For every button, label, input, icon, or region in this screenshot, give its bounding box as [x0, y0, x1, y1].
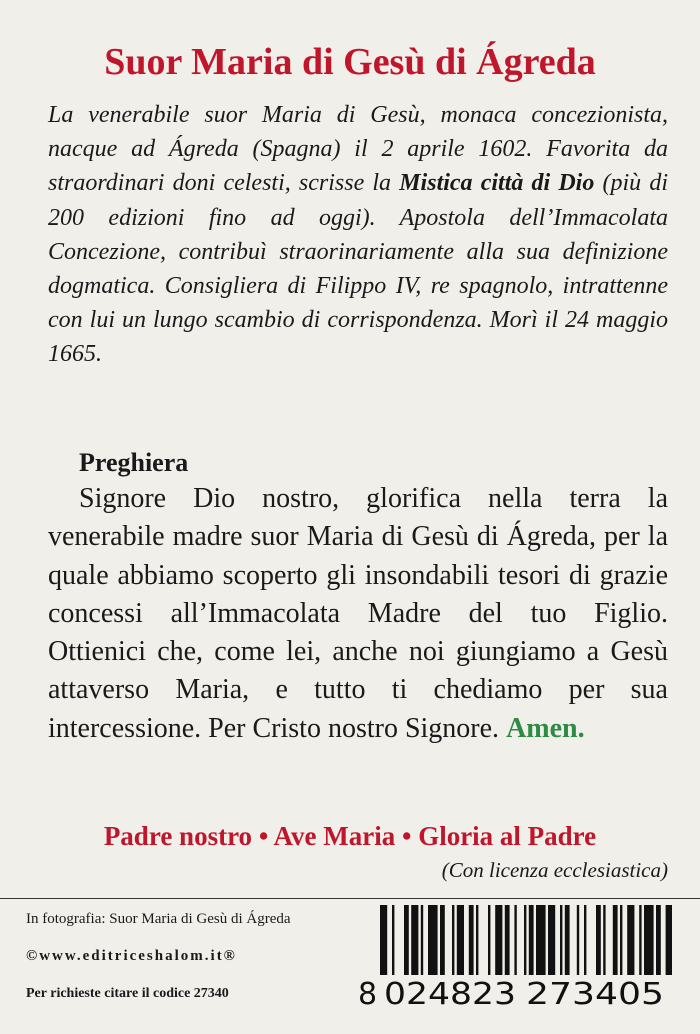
barcode-bar — [536, 905, 546, 975]
ecclesiastical-license: (Con licenza ecclesiastica) — [441, 858, 668, 882]
barcode-bar — [603, 905, 605, 975]
book-title: Mistica città di Dio — [399, 170, 595, 197]
barcode-bar — [452, 905, 454, 975]
barcode-bar — [596, 905, 601, 975]
barcode-bar — [411, 905, 418, 975]
barcode-bar — [380, 905, 387, 975]
website-link[interactable]: ©www.editriceshalom.it® — [26, 948, 237, 964]
barcode-bar — [469, 905, 474, 975]
barcode-bar — [428, 905, 438, 975]
page-title: Suor Maria di Gesù di Ágreda — [104, 41, 596, 83]
prayer-paragraph — [48, 480, 668, 748]
barcode-bar — [666, 905, 672, 975]
amen-text: Amen. — [506, 712, 585, 744]
barcode-digits-left: 024823 — [384, 977, 516, 1007]
barcode-bar — [627, 905, 634, 975]
prayer-heading: Preghiera — [79, 448, 189, 477]
barcode-bar — [488, 905, 490, 975]
barcode-bar — [560, 905, 562, 975]
prayer-item-padre-nostro: Padre nostro — [103, 821, 253, 851]
barcode-bar — [565, 905, 570, 975]
barcode-digit-first: 8 — [358, 977, 378, 1007]
barcode-bar — [392, 905, 394, 975]
barcode-bar — [639, 905, 641, 975]
photo-credit: In fotografia: Suor Maria di Gesù di Ágreda — [26, 911, 291, 927]
prayer-separator: • — [401, 821, 412, 851]
bio-text-part1: La venerabile suor Maria di Gesù, monaca concezionista, nacque ad Ágreda (Spagna) il 2 aprile 1602. Favorita da straordinari doni celesti, scrisse la — [48, 102, 668, 197]
barcode-bar — [613, 905, 618, 975]
barcode-bar — [620, 905, 622, 975]
biography-paragraph — [48, 98, 668, 372]
barcode-bar — [495, 905, 502, 975]
barcode — [356, 905, 672, 1007]
prayer-item-gloria: Gloria al Padre — [418, 821, 597, 851]
prayer-separator: • — [258, 821, 269, 851]
bio-text-part2: (più di 200 edizioni fino ad oggi). Apostola dell’Immacolata Concezione, contribuì straorinariamente alla sua definizione dogmatica. Consigliera di Filippo IV, re spagnolo, intrattenne con lui un lungo scambio di corrispondenza. Morì il 24 maggio 1665. — [48, 170, 668, 368]
prayers-list — [0, 820, 700, 852]
footer-divider — [0, 898, 700, 899]
barcode-digits-right: 273405 — [526, 977, 664, 1007]
barcode-bar — [524, 905, 526, 975]
barcode-bar — [440, 905, 445, 975]
barcode-bar — [421, 905, 423, 975]
barcode-bars — [380, 905, 672, 975]
footer-info — [26, 910, 291, 1001]
barcode-bar — [548, 905, 555, 975]
barcode-bar — [476, 905, 478, 975]
barcode-bar — [404, 905, 409, 975]
barcode-bar — [656, 905, 661, 975]
request-code: Per richieste citare il codice 27340 — [26, 986, 229, 1001]
barcode-bar — [514, 905, 516, 975]
barcode-bar — [529, 905, 534, 975]
prayer-item-ave-maria: Ave Maria — [273, 821, 396, 851]
barcode-bar — [584, 905, 586, 975]
barcode-bar — [577, 905, 579, 975]
barcode-bar — [457, 905, 464, 975]
barcode-bar — [644, 905, 654, 975]
barcode-bar — [505, 905, 510, 975]
prayer-text: Signore Dio nostro, glorifica nella terra la venerabile madre suor Maria di Gesù di Ágreda, per la quale abbiamo scoperto gli insondabili tesori di grazie concessi all’Immacolata Madre del tuo Figlio. Ottienici che, come lei, anche noi giungiamo a Gesù attaverso Maria, e tutto ti chediamo per sua intercessione. Per Cristo nostro Signore. — [48, 483, 668, 744]
